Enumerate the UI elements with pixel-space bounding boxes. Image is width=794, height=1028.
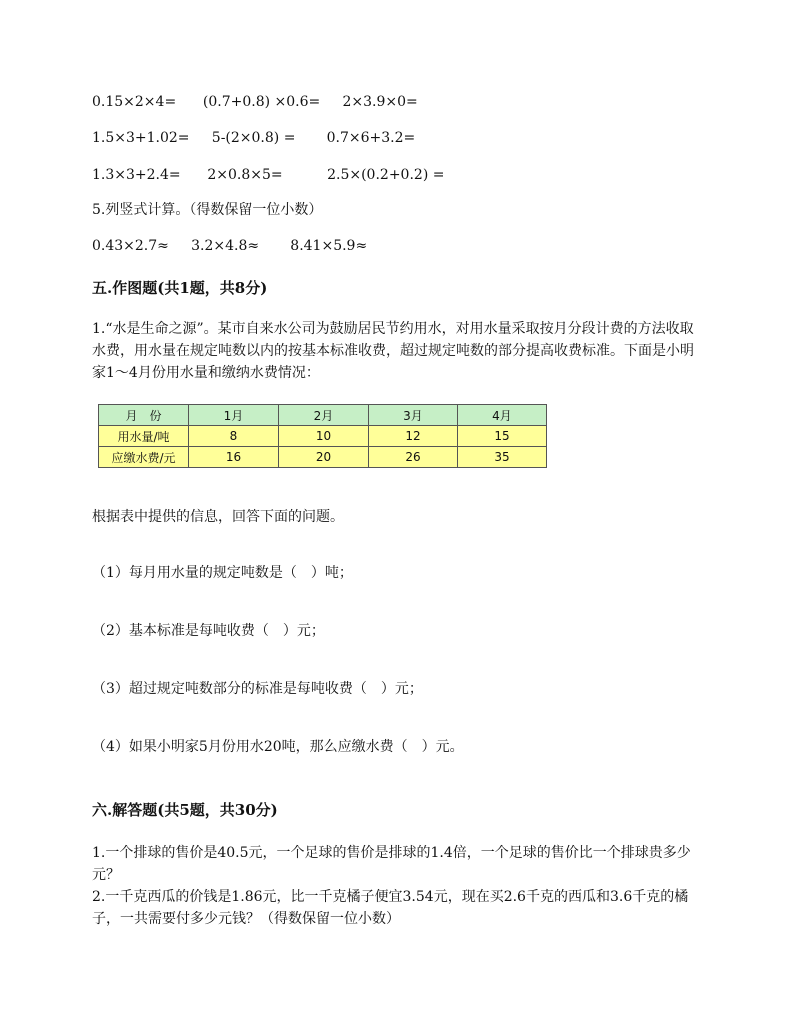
table-cell: 26 [369, 447, 458, 468]
sub-question-3: （3）超过规定吨数部分的标准是每吨收费（ ）元； [92, 681, 423, 697]
table-cell: 15 [458, 426, 547, 447]
water-fee-table [98, 404, 547, 468]
section-6-question-2: 2.一千克西瓜的价钱是1.86元，比一千克橘子便宜3.54元，现在买2.6千克的西瓜和3.6千克的橘子，一共需要付多少元钱？（得数保留一位小数） [92, 889, 689, 927]
table-cell: 20 [279, 447, 369, 468]
calc-line-2: 1.5×3+1.02= 5-(2×0.8) = 0.7×6+3.2= [92, 130, 416, 146]
table-header-cell: 1月 [189, 405, 279, 426]
section-5-question-1-text: 1.“水是生命之源”。某市自来水公司为鼓励居民节约用水，对用水量采取按月分段计费的方法收取水费，用水量在规定吨数以内的按基本标准收费，超过规定吨数的部分提高收费标准。下面是小明家1～4月份用水量和缴纳水费情况： [92, 321, 694, 381]
calc-line-1: 0.15×2×4= (0.7+0.8) ×0.6= 2×3.9×0= [92, 94, 418, 110]
section-6-title: 六.解答题(共5题，共30分) [92, 801, 278, 819]
table-cell: 8 [189, 426, 279, 447]
table-row [99, 426, 547, 447]
table-header-row [99, 405, 547, 426]
calc-line-3: 1.3×3+2.4= 2×0.8×5= 2.5×(0.2+0.2) = [92, 167, 445, 183]
table-cell: 12 [369, 426, 458, 447]
table-header-cell: 3月 [369, 405, 458, 426]
sub-question-2: （2）基本标准是每吨收费（ ）元； [92, 623, 325, 639]
table-cell: 应缴水费/元 [99, 447, 189, 468]
sub-question-1: （1）每月用水量的规定吨数是（ ）吨； [92, 565, 353, 581]
table-header-cell: 2月 [279, 405, 369, 426]
question-5-title: 5.列竖式计算。（得数保留一位小数） [92, 202, 323, 218]
section-5-prompt: 根据表中提供的信息，回答下面的问题。 [92, 509, 344, 525]
table-cell: 16 [189, 447, 279, 468]
table-row [99, 447, 547, 468]
table-header-cell: 4月 [458, 405, 547, 426]
sub-question-4: （4）如果小明家5月份用水20吨，那么应缴水费（ ）元。 [92, 739, 464, 755]
table-cell: 用水量/吨 [99, 426, 189, 447]
table-header-cell: 月 份 [99, 405, 189, 426]
section-6-question-1: 1.一个排球的售价是40.5元，一个足球的售价是排球的1.4倍，一个足球的售价比一个排球贵多少元？ [92, 845, 691, 883]
table-cell: 35 [458, 447, 547, 468]
question-5-line: 0.43×2.7≈ 3.2×4.8≈ 8.41×5.9≈ [92, 238, 368, 254]
table-cell: 10 [279, 426, 369, 447]
section-5-title: 五.作图题(共1题，共8分) [92, 279, 268, 297]
